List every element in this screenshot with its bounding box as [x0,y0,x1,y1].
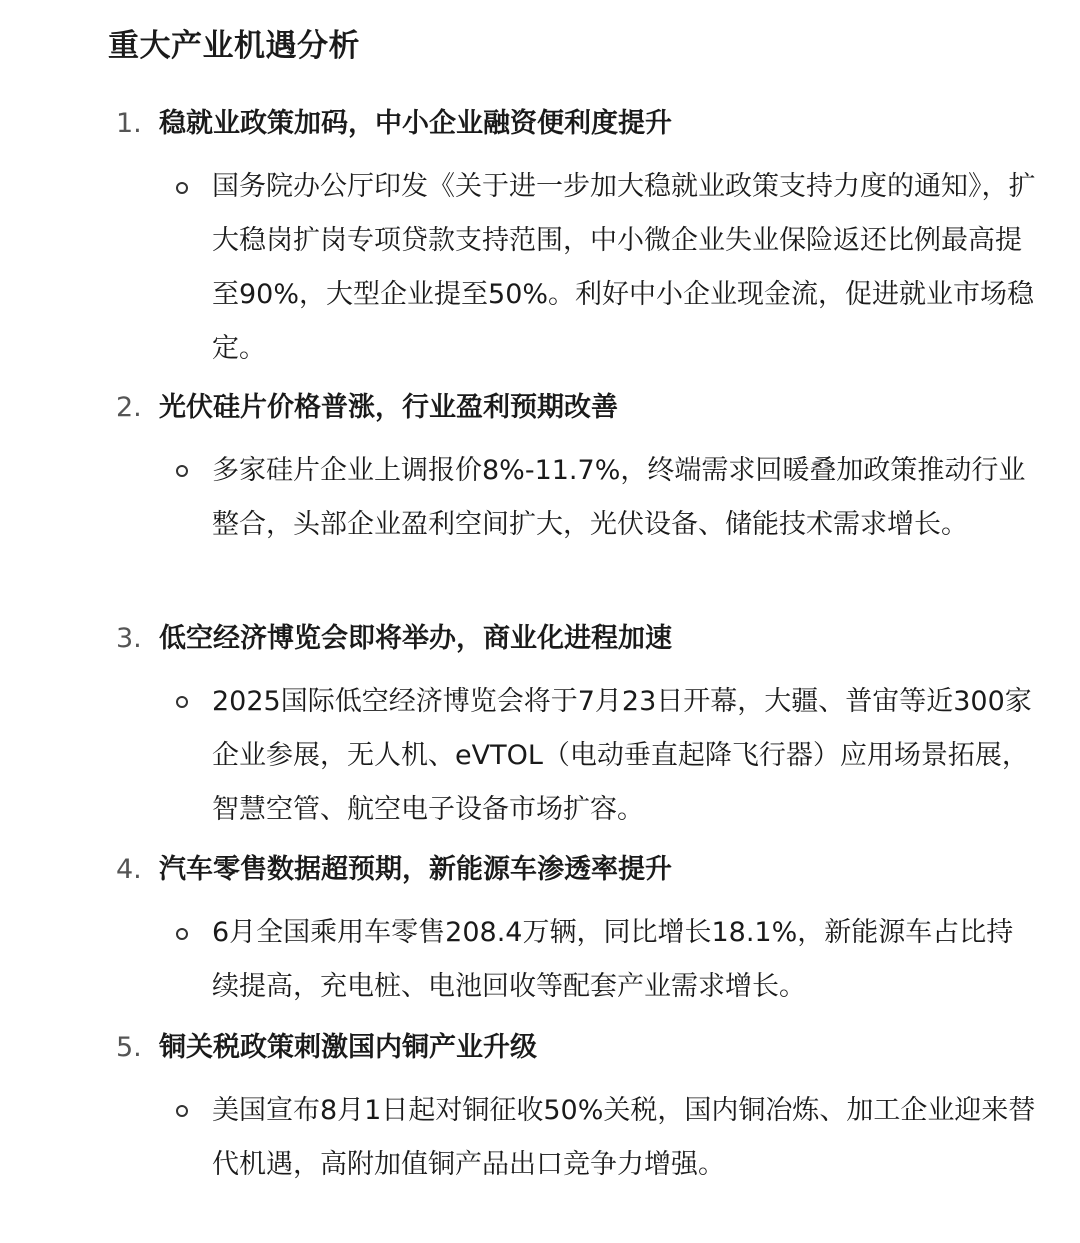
list-item-heading: 汽车零售数据超预期，新能源车渗透率提升 [159,854,672,885]
page-title: 重大产业机遇分析 [108,28,360,64]
list-item-heading: 光伏硅片价格普涨，行业盈利预期改善 [159,392,618,423]
list-item-body: 多家硅片企业上调报价8%-11.7%，终端需求回暖叠加政策推动行业整合，头部企业盈利空间扩大，光伏设备、储能技术需求增长。 [212,455,1026,540]
list-item-header [0,388,1080,428]
list-item-body: 2025国际低空经济博览会将于7月23日开幕，大疆、普宙等近300家企业参展，无人机、eVTOL（电动垂直起降飞行器）应用场景拓展，智慧空管、航空电子设备市场扩容。 [212,686,1032,825]
list-item-header [0,850,1080,890]
list-item-header [0,104,1080,144]
list-item-heading: 铜关税政策刺激国内铜产业升级 [159,1032,537,1063]
hollow-circle-bullet-icon [176,182,188,194]
list-item-number: 2. [116,392,142,423]
list-item-number: 3. [116,623,142,654]
list-item-number: 5. [116,1032,142,1063]
list-item-header [0,619,1080,659]
list-item-number: 4. [116,854,142,885]
list-item-number: 1. [116,108,142,139]
hollow-circle-bullet-icon [176,928,188,940]
hollow-circle-bullet-icon [176,1105,188,1117]
list-item-body: 国务院办公厅印发《关于进一步加大稳就业政策支持力度的通知》，扩大稳岗扩岗专项贷款支持范围，中小微企业失业保险返还比例最高提至90%，大型企业提至50%。利好中小企业现金流，促进就业市场稳定。 [212,171,1036,364]
list-item-body: 美国宣布8月1日起对铜征收50%关税，国内铜冶炼、加工企业迎来替代机遇，高附加值铜产品出口竞争力增强。 [212,1095,1036,1180]
list-item-body: 6月全国乘用车零售208.4万辆，同比增长18.1%，新能源车占比持续提高，充电桩、电池回收等配套产业需求增长。 [212,917,1014,1002]
list-item-heading: 低空经济博览会即将举办，商业化进程加速 [159,623,672,654]
list-item-header [0,1028,1080,1068]
hollow-circle-bullet-icon [176,465,188,477]
list-item-heading: 稳就业政策加码，中小企业融资便利度提升 [159,108,672,139]
hollow-circle-bullet-icon [176,696,188,708]
